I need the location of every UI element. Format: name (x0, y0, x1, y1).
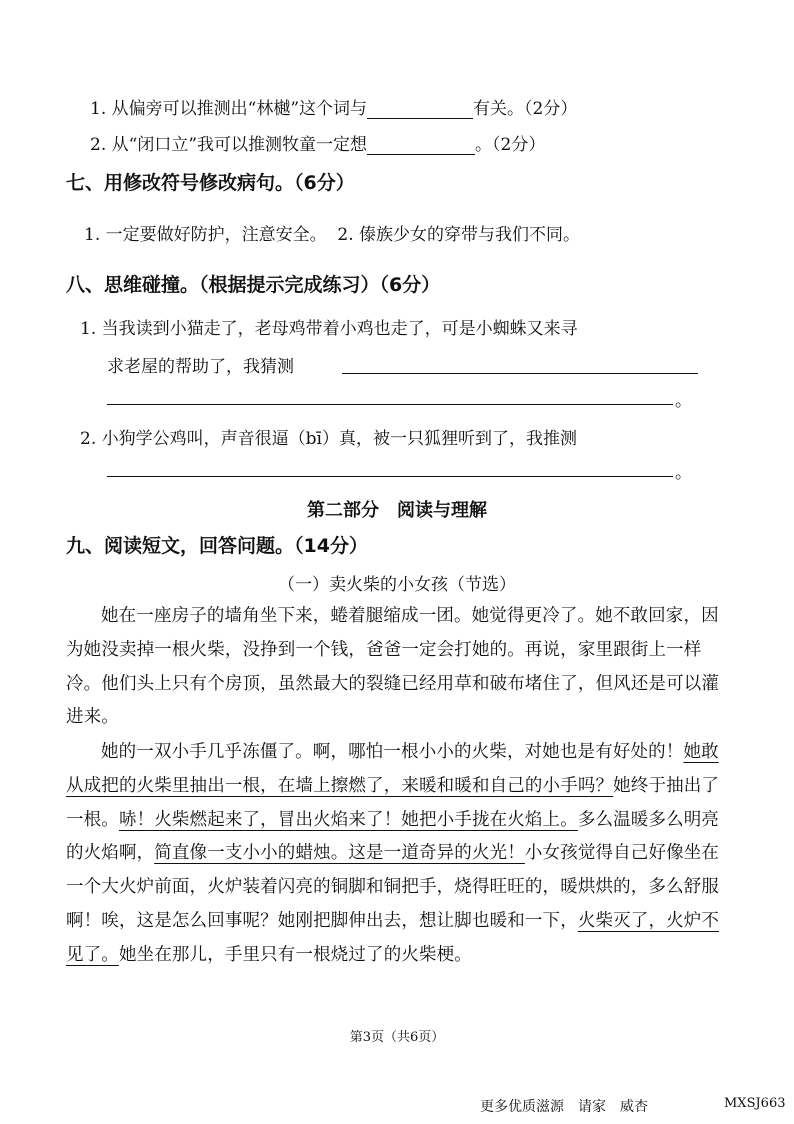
paragraph-text: 她的一双小手几乎冻僵了。啊，哪怕一根小小的火柴，对她也是有好处的！ (101, 742, 684, 762)
underlined-sentence: 她敢从成把的火柴里抽出一根，在墙上擦燃了，来暖和暖和自己的小手吗？ (66, 742, 719, 796)
question-8-1-line1: 1. 当我读到小猫走了，老母鸡带着小鸡也走了，可是小蜘蛛又来寻 (80, 319, 578, 339)
paragraph-text: 多么温暖多么明亮的火焰啊， (66, 809, 720, 864)
section-7-heading: 七、用修改符号修改病句。（6分） (66, 172, 355, 194)
page-number: 第3页（共6页） (349, 1030, 445, 1045)
period-mark: 。 (675, 391, 692, 411)
question-text: 2. 从“闭口立”我可以推测牧童一定想 (90, 135, 368, 155)
question-6-1 (90, 94, 577, 119)
passage-paragraph-1 (66, 600, 728, 735)
answer-blank[interactable] (367, 153, 475, 155)
footer-code: MXSJ663 (724, 1096, 786, 1111)
answer-blank[interactable] (107, 476, 673, 477)
passage-title: （一）卖火柴的小女孩（节选） (278, 575, 516, 595)
paragraph-text: 她在一座房子的墙角坐下来，蜷着腿缩成一团。她觉得更冷了。她不敢回家，因为她没卖掉一根火柴，没挣到一个钱，爸爸一定会打她的。再说，家里跟街上一样冷。他们头上只有个房顶，虽然最大的裂缝已经用草和破布堵住了，但风还是可以灌进来。 (66, 606, 720, 728)
paragraph-text: 她坐在那儿，手里只有一根烧过了的火柴梗。 (118, 944, 472, 965)
section-8-heading: 八、思维碰撞。（根据提示完成练习）（6分） (66, 274, 441, 296)
underlined-sentence: 火柴灭了，火炉不见了。 (66, 910, 720, 965)
answer-blank[interactable] (342, 373, 698, 374)
question-6-2 (90, 130, 545, 155)
question-8-2-line1: 2. 小狗学公鸡叫，声音很逼（bī）真，被一只狐狸听到了，我推测 (80, 429, 577, 449)
footer-note: 更多优质滋源 请家 威杏 (480, 1099, 648, 1115)
section-9-heading: 九、阅读短文，回答问题。（14分） (66, 535, 368, 557)
part-2-title: 第二部分 阅读与理解 (307, 500, 487, 521)
question-suffix: 有关。（2分） (473, 99, 578, 119)
question-text: 1. 从偏旁可以推测出“林樾”这个词与 (90, 99, 368, 119)
question-8-1-line2: 求老屋的帮助了，我猜测 (107, 357, 294, 377)
answer-blank[interactable] (107, 404, 673, 405)
period-mark: 。 (675, 463, 692, 483)
passage-paragraph-2 (66, 736, 728, 973)
section-7-sentences: 1. 一定要做好防护，注意安全。 2. 傣族少女的穿带与我们不同。 (84, 225, 581, 245)
underlined-sentence: 简直像一支小小的蜡烛。这是一道奇异的火光！ (154, 843, 525, 864)
paragraph-text: 小女孩觉得自己好像坐在一个大火炉前面，火炉装着闪亮的铜脚和铜把手，烧得旺旺的，暖烘烘的，多么舒服啊！唉，这是怎么回事呢？她刚把脚伸出去，想让脚也暖和一下， (66, 843, 720, 931)
question-suffix: 。（2分） (475, 135, 546, 155)
answer-blank[interactable] (367, 117, 473, 119)
paragraph-text: 她终于抽出了一根。 (66, 775, 720, 830)
underlined-sentence: 哧！火柴燃起来了，冒出火焰来了！她把小手拢在火焰上。 (118, 809, 578, 830)
